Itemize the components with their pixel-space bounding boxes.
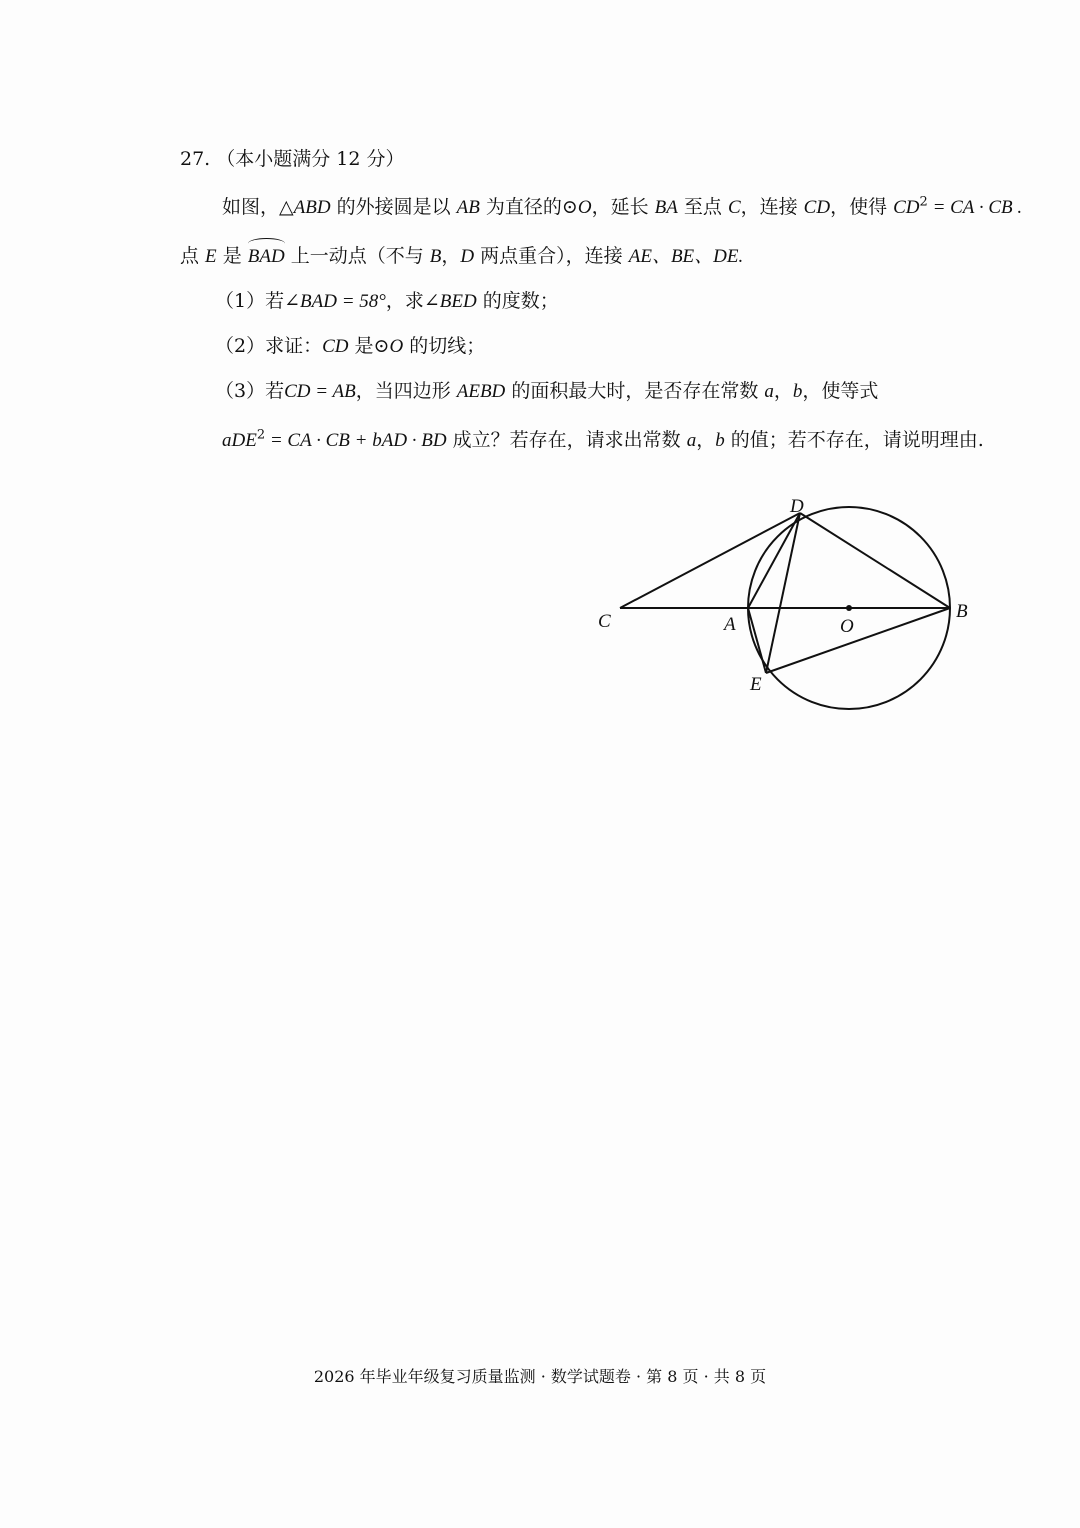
math-segment: E <box>205 246 217 267</box>
label-o: O <box>840 616 854 637</box>
text-segment: ， <box>773 380 793 402</box>
line-db <box>800 513 950 608</box>
text-segment: （2）求证： <box>215 335 323 357</box>
text-segment: ，使等式 <box>802 380 879 402</box>
arc-bad: BAD <box>248 244 285 270</box>
score-note: （本小题满分 12 分） <box>216 148 405 170</box>
text-segment: （1）若 <box>215 290 285 312</box>
geometry-diagram <box>590 490 990 730</box>
part-3-line-2 <box>222 427 984 454</box>
text-segment: 上一动点（不与 <box>284 245 430 267</box>
text-segment: ， <box>696 429 716 451</box>
label-a: A <box>724 614 736 635</box>
superscript: 2 <box>919 194 928 210</box>
math-segment: BA <box>654 197 678 218</box>
math-segment: AE、BE、DE. <box>628 246 744 267</box>
text-segment: ，连接 <box>740 196 804 218</box>
label-b: B <box>956 601 968 622</box>
text-segment: ，当四边形 <box>355 380 457 402</box>
label-e: E <box>750 674 762 695</box>
text-segment: （3）若 <box>215 380 285 402</box>
stem-line-2 <box>180 243 743 270</box>
part-3-line-1 <box>215 378 878 405</box>
math-segment: D <box>460 246 475 267</box>
math-segment: O <box>389 336 404 357</box>
math-segment: b <box>792 381 803 402</box>
math-segment: O <box>577 197 592 218</box>
math-segment: CD <box>803 197 831 218</box>
math-segment: CD <box>322 336 349 357</box>
math-segment: = CA · CB + bAD · BD <box>265 430 447 451</box>
text-segment: 如图，△ <box>222 196 294 218</box>
math-segment: ABD <box>293 197 331 218</box>
stem-line-1 <box>222 194 1022 221</box>
math-segment: AB <box>456 197 480 218</box>
math-segment: B <box>429 246 442 267</box>
text-segment: ， <box>441 245 461 267</box>
math-segment: = CA · CB . <box>927 197 1023 218</box>
text-segment: 的切线； <box>403 335 486 357</box>
superscript: 2 <box>256 427 266 443</box>
text-segment: ，延长 <box>591 196 655 218</box>
text-segment: ，使得 <box>830 196 894 218</box>
math-segment: CD = AB <box>284 381 356 402</box>
text-segment: 的度数； <box>476 290 559 312</box>
text-segment: 是 <box>216 245 248 267</box>
line-de <box>766 513 800 673</box>
page-footer: 2026 年毕业年级复习质量监测 · 数学试题卷 · 第 8 页 · 共 8 页 <box>313 1367 767 1386</box>
geometry-figure <box>590 490 990 730</box>
math-segment: a <box>764 381 774 402</box>
math-segment: AEBD <box>456 381 506 402</box>
math-segment: CD <box>893 197 920 218</box>
text-segment: 的值；若不存在，请说明理由. <box>724 429 984 451</box>
part-2 <box>215 333 485 360</box>
math-segment: aDE <box>222 430 257 451</box>
text-segment: 为直径的⊙ <box>479 196 578 218</box>
text-segment: 是⊙ <box>348 335 390 357</box>
math-segment: b <box>715 430 725 451</box>
line-ae <box>748 608 766 673</box>
text-segment: 至点 <box>677 196 728 218</box>
math-segment: ∠BED <box>423 291 477 312</box>
math-segment: a <box>686 430 697 451</box>
math-segment: ∠BAD = 58° <box>284 291 386 312</box>
text-segment: ，求 <box>385 290 424 312</box>
text-segment: 的面积最大时，是否存在常数 <box>505 380 765 402</box>
text-segment: 两点重合），连接 <box>474 245 629 267</box>
label-c: C <box>598 611 611 632</box>
text-segment: 成立？若存在，请求出常数 <box>446 429 687 451</box>
math-segment: C <box>727 197 741 218</box>
line-eb <box>766 608 950 673</box>
text-segment: 点 <box>180 245 206 267</box>
question-header <box>180 146 405 172</box>
part-1 <box>215 288 559 315</box>
center-point-o <box>846 605 852 611</box>
label-d: D <box>790 496 804 517</box>
text-segment: 的外接圆是以 <box>330 196 457 218</box>
question-number: 27. <box>180 148 211 170</box>
